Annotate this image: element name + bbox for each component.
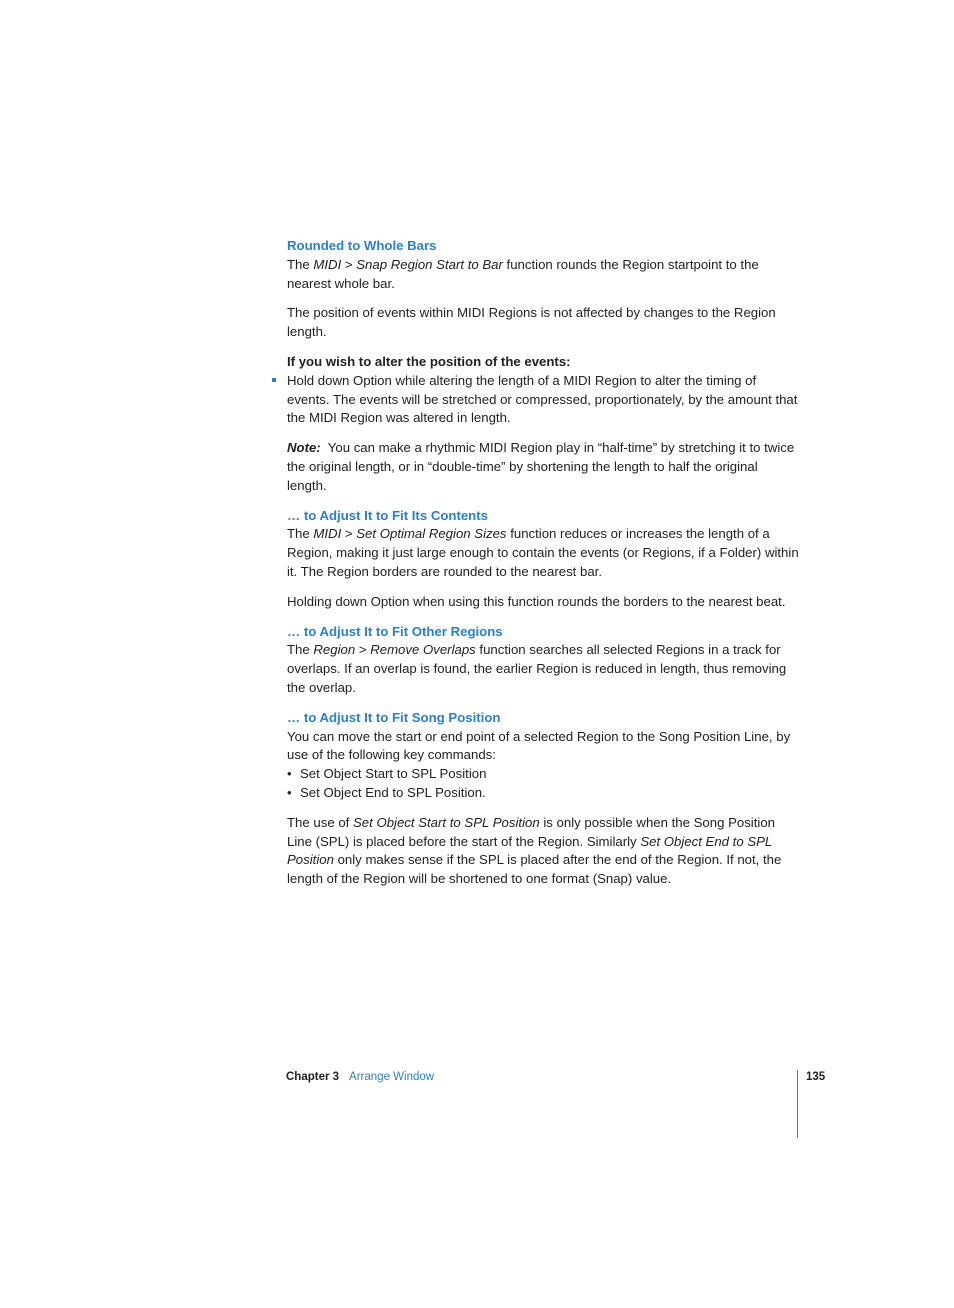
chapter-label: Chapter 3 — [286, 1071, 340, 1083]
list-item-text: Set Object End to SPL Position. — [300, 784, 486, 800]
paragraph — [287, 525, 799, 581]
paragraph — [287, 814, 799, 889]
list-item — [287, 372, 799, 428]
bullet-dot-icon: • — [287, 766, 292, 782]
paragraph — [287, 256, 799, 294]
text: function reduces or increases the length of a Region, making it just large enough to contain the events (or Regions, if a Folder) within it. The Region borders are rounded to the nearest bar. — [287, 526, 799, 579]
text: function searches all selected Regions in a track for overlaps. If an overlap is found, the earlier Region is reduced in length, thus removing the overlap. — [287, 642, 787, 695]
square-bullet-icon — [272, 378, 276, 382]
note-paragraph — [287, 439, 799, 495]
key-command-list — [287, 765, 799, 803]
command-name: Set Optimal Region Sizes — [356, 526, 507, 542]
list-item-text: Hold down Option while altering the length of a MIDI Region to alter the timing of events. The events will be stretched or compressed, proportionately, by the amount that the MIDI Region was altered in length. — [287, 372, 798, 426]
command-name: Set Object End to SPL Position — [287, 833, 773, 868]
page-number: 135 — [806, 1071, 826, 1083]
section-heading-fit-other-regions: … to Adjust It to Fit Other Regions — [287, 623, 503, 639]
command-name: Remove Overlaps — [370, 642, 476, 658]
paragraph: The position of events within MIDI Regions is not affected by changes to the Region length. — [287, 305, 776, 340]
list-item-text: Set Object Start to SPL Position — [300, 766, 487, 782]
text: is only possible when the Song Position Line (SPL) is placed before the start of the Region. Similarly — [287, 814, 775, 849]
text: > — [355, 642, 371, 658]
menu-name: Region — [313, 642, 356, 658]
text: The use of — [287, 814, 353, 830]
instruction-lead: If you wish to alter the position of the events: — [287, 353, 571, 369]
text: > — [341, 256, 357, 272]
note-text: You can make a rhythmic MIDI Region play in “half-time” by stretching it to twice the original length, or in “double-time” by shortening the length to half the original length. — [287, 440, 798, 493]
section-heading-fit-song-position: … to Adjust It to Fit Song Position — [287, 709, 501, 725]
page-content — [287, 237, 799, 900]
section-heading-rounded-to-whole-bars: Rounded to Whole Bars — [287, 238, 437, 253]
text: function rounds the Region startpoint to the nearest whole bar. — [287, 256, 759, 291]
menu-name: MIDI — [313, 256, 342, 272]
footer-divider — [797, 1070, 798, 1138]
text: The — [287, 642, 314, 658]
command-name: Set Object Start to SPL Position — [352, 814, 540, 830]
bullet-dot-icon: • — [287, 784, 292, 800]
text: The — [287, 526, 314, 542]
section-heading-fit-contents: … to Adjust It to Fit Its Contents — [287, 507, 488, 523]
command-name: Snap Region Start to Bar — [356, 256, 503, 272]
list-item — [287, 784, 799, 803]
text: only makes sense if the SPL is placed after the end of the Region. If not, the length of the Region will be shortened to one format (Snap) value. — [287, 852, 782, 887]
paragraph: Holding down Option when using this function rounds the borders to the nearest beat. — [287, 593, 786, 609]
menu-name: MIDI — [313, 526, 342, 542]
paragraph: You can move the start or end point of a selected Region to the Song Position Line, by use of the following key commands: — [287, 728, 791, 763]
chapter-title-link[interactable]: Arrange Window — [349, 1071, 435, 1083]
text: > — [341, 526, 357, 542]
note-label: Note: — [287, 440, 321, 456]
paragraph — [287, 641, 799, 697]
page-footer — [286, 1069, 434, 1085]
list-item — [287, 765, 799, 784]
text: The — [287, 256, 314, 272]
